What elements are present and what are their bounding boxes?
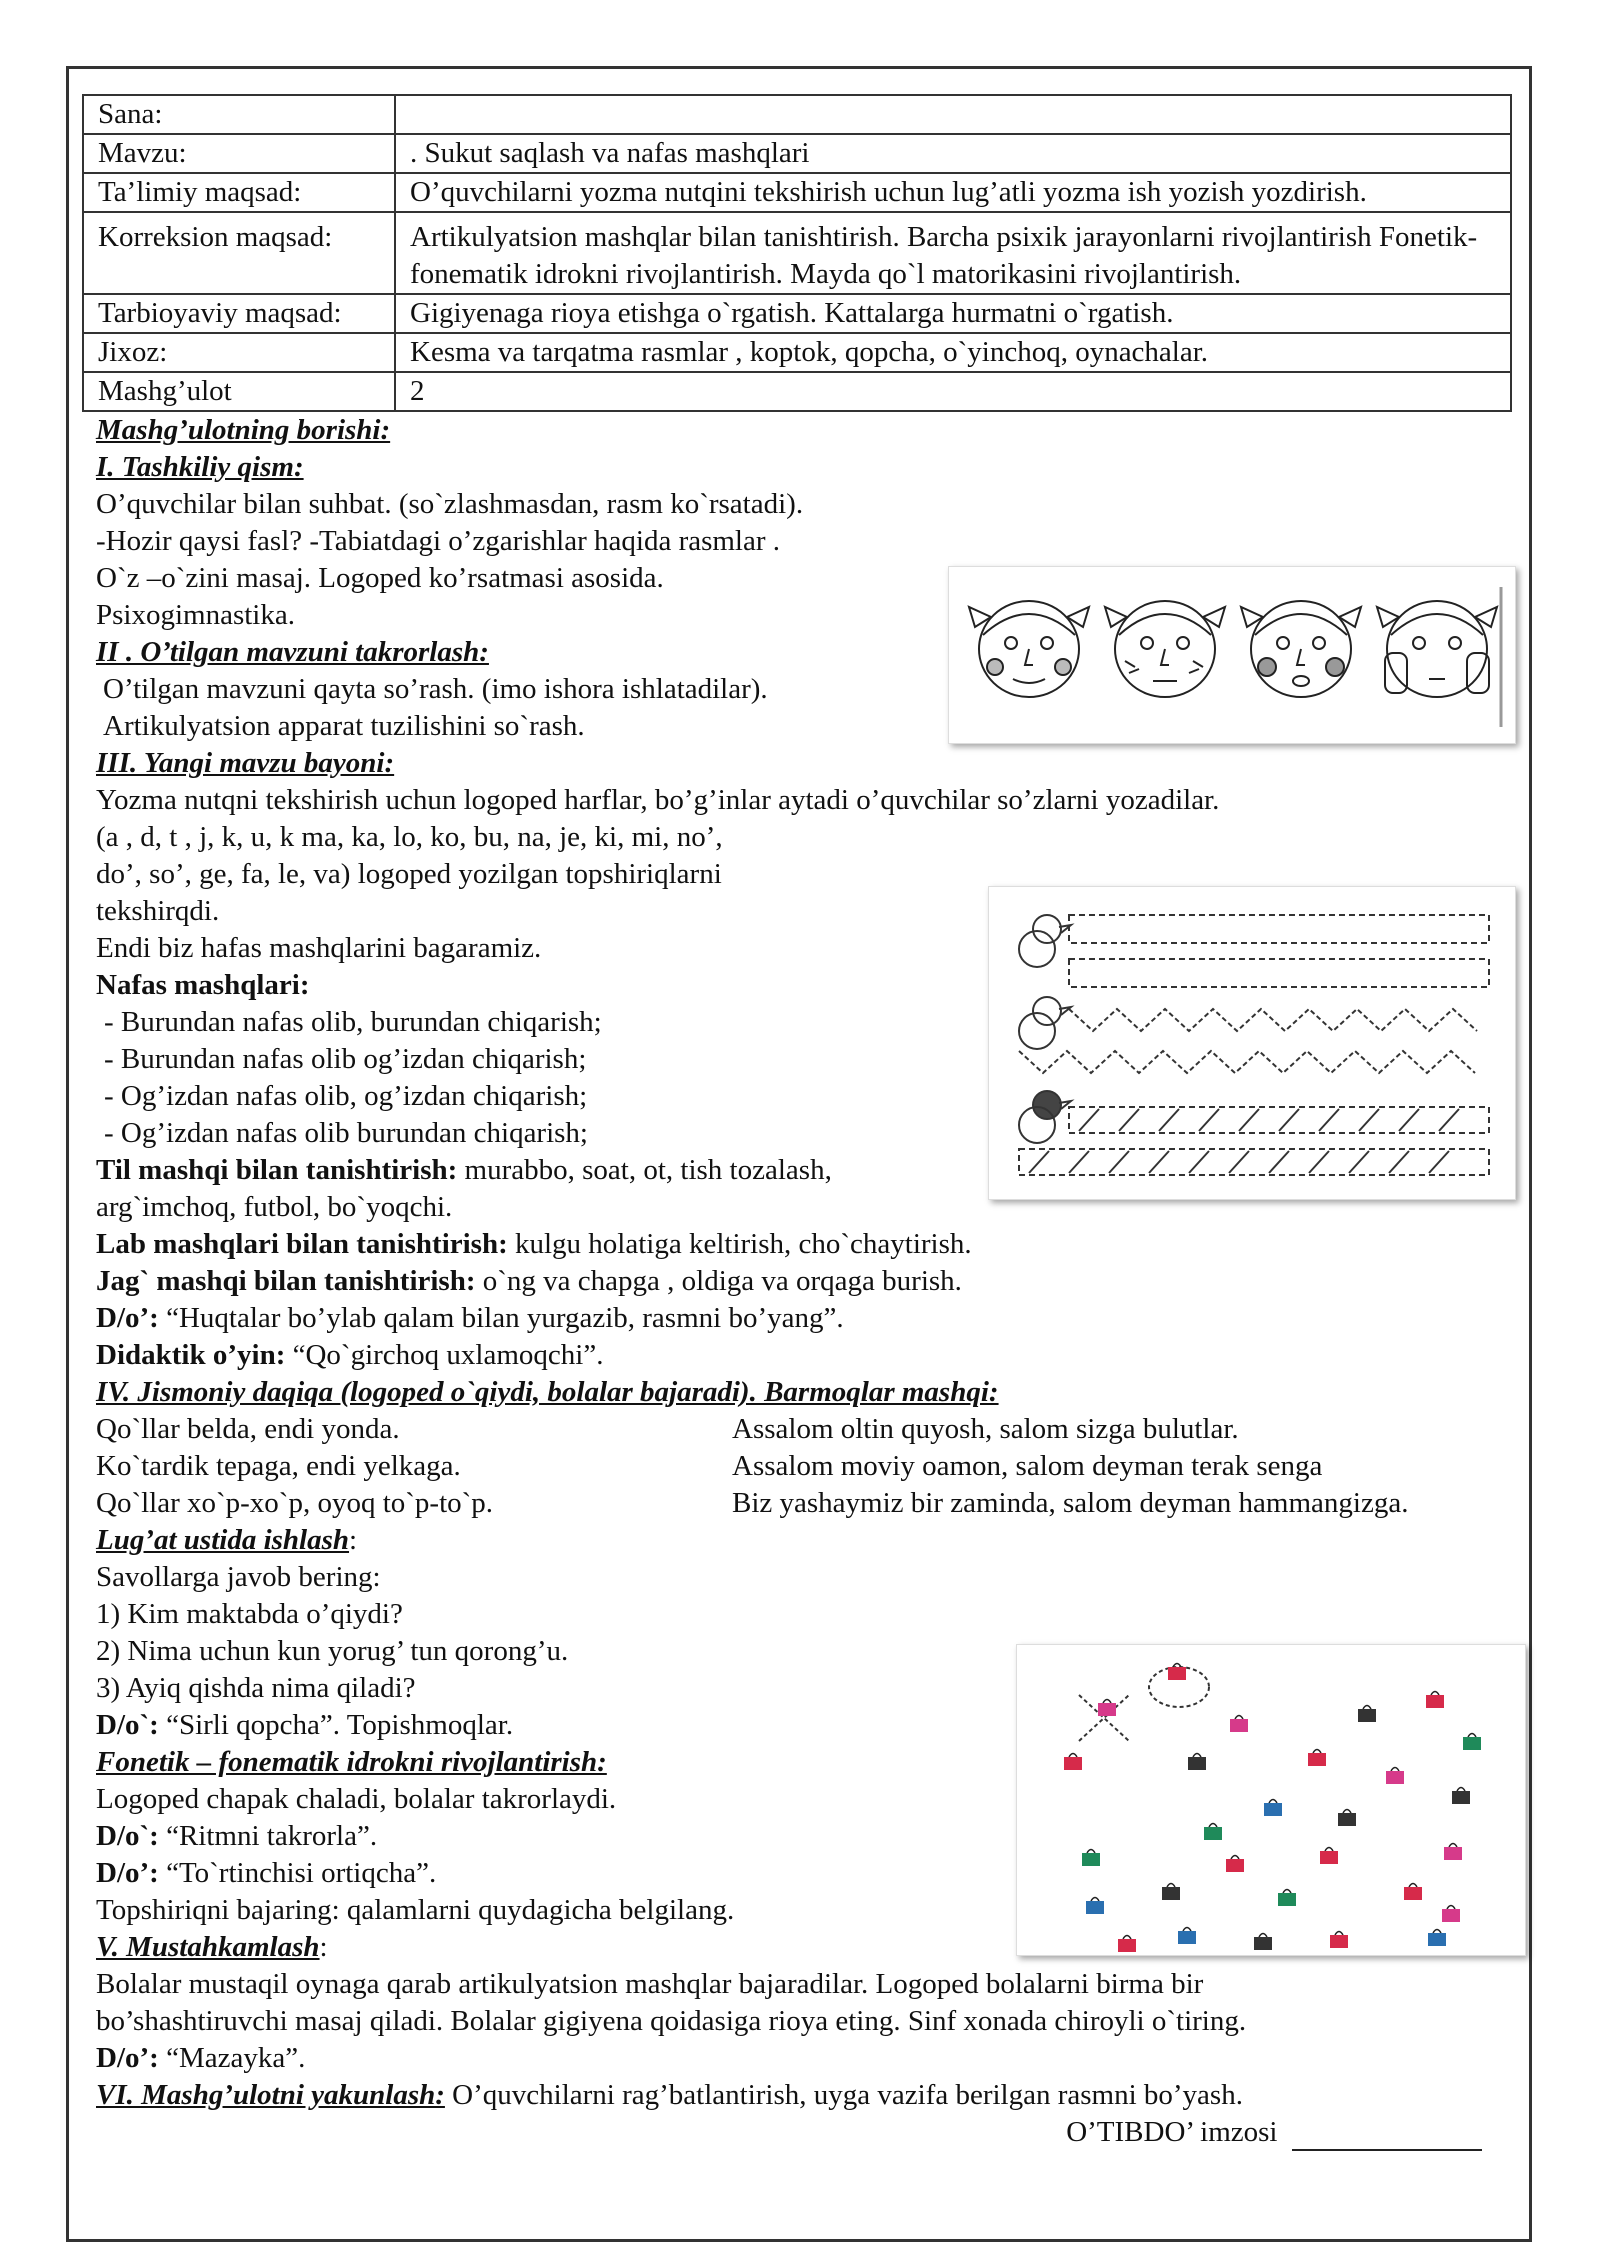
bag-icon — [1230, 1716, 1248, 1733]
colon: : — [349, 1524, 358, 1556]
bag-icon — [1162, 1884, 1180, 1901]
text-line: Logoped chapak chaladi, bolalar takrorlaydi. — [96, 1783, 617, 1815]
do-label: D/o’: — [96, 1857, 159, 1889]
bag-icon — [1386, 1768, 1404, 1785]
text-line: arg`imchoq, futbol, bo`yoqchi. — [96, 1191, 453, 1223]
bird-icon — [1019, 997, 1071, 1049]
didaktik-label: Didaktik o’yin: — [96, 1339, 286, 1371]
bag-icon — [1226, 1856, 1244, 1873]
info-value: . Sukut saqlash va nafas mashqlari — [395, 134, 1511, 173]
bag-icon — [1442, 1906, 1460, 1923]
do-label: D/o`: — [96, 1709, 159, 1741]
question-line: 2) Nima uchun kun yorug’ tun qorong’u. — [96, 1635, 569, 1667]
heading-section-3: III. Yangi mavzu bayoni: — [96, 747, 395, 779]
rhyme-line-left: Qo`llar belda, endi yonda. — [96, 1413, 400, 1445]
bag-icon — [1178, 1928, 1196, 1945]
bag-icon — [1428, 1930, 1446, 1947]
didaktik-text: “Qo`girchoq uxlamoqchi”. — [285, 1339, 604, 1371]
bag-icon — [1463, 1734, 1481, 1751]
bag-icon — [1118, 1936, 1136, 1953]
face-drawing — [1377, 601, 1497, 697]
tracing-worksheet-illustration — [988, 886, 1516, 1200]
bag-icon — [1082, 1850, 1100, 1867]
heading-section-2: II . O’tilgan mavzuni takrorlash: — [96, 636, 489, 668]
bag-icon — [1278, 1890, 1296, 1907]
heading-section-1: I. Tashkiliy qism: — [96, 451, 304, 483]
info-value — [395, 95, 1511, 134]
signature-blank — [1292, 2119, 1482, 2151]
face-drawing — [1105, 601, 1225, 697]
bag-icon — [1338, 1810, 1356, 1827]
til-text: murabbo, soat, ot, tish tozalash, — [457, 1154, 832, 1186]
info-row — [83, 333, 1511, 372]
colored-bags-illustration — [1016, 1644, 1526, 1956]
info-row — [83, 173, 1511, 212]
text-line: Artikulyatsion apparat tuzilishini so`rash. — [103, 710, 585, 742]
list-item: - Og’izdan nafas olib, og’izdan chiqarish; — [104, 1080, 588, 1112]
bag-icon — [1264, 1800, 1282, 1817]
rhyme-line-left: Qo`llar xo`p-xo`p, oyoq to`p-to`p. — [96, 1487, 494, 1519]
text-line: Psixogimnastika. — [96, 599, 295, 631]
bag-icon — [1204, 1824, 1222, 1841]
info-value: O’quvchilarni yozma nutqini tekshirish uchun lug’atli yozma ish yozish yozdirish. — [395, 173, 1511, 212]
text-line: Endi biz hafas mashqlarini bagaramiz. — [96, 932, 542, 964]
lab-text: kulgu holatiga keltirish, cho`chaytirish. — [507, 1228, 972, 1260]
text-line: -Hozir qaysi fasl? -Tabiatdagi o’zgarishlar haqida rasmlar . — [96, 525, 781, 557]
rhyme-line-right: Assalom moviy oamon, salom deyman terak senga — [732, 1450, 1323, 1482]
info-value: 2 — [395, 372, 1511, 411]
text-line: bo’shashtiruvchi masaj qiladi. Bolalar gigiyena qoidasiga rioya eting. Sinf xonada chiroyli o`tiring. — [96, 2005, 1247, 2037]
bag-icon — [1358, 1706, 1376, 1723]
heading-lugat: Lug’at ustida ishlash — [96, 1524, 350, 1556]
bag-icon — [1086, 1898, 1104, 1915]
list-item: - Burundan nafas olib og’izdan chiqarish; — [104, 1043, 587, 1075]
nafas-heading: Nafas mashqlari: — [96, 969, 310, 1001]
do-text: “Huqtalar bo’ylab qalam bilan yurgazib, rasmni bo’yang”. — [158, 1302, 844, 1334]
info-key: Sana: — [83, 95, 395, 134]
info-key: Jixoz: — [83, 333, 395, 372]
jag-text: o`ng va chapga , oldiga va orqaga burish. — [475, 1265, 962, 1297]
face-drawing — [969, 601, 1089, 697]
face-drawing — [1241, 601, 1361, 697]
bag-icon — [1168, 1664, 1186, 1681]
til-label: Til mashqi bilan tanishtirish: — [96, 1154, 458, 1186]
info-table — [82, 94, 1512, 412]
info-row — [83, 212, 1511, 294]
rhyme-line-right: Assalom oltin quyosh, salom sizga bulutlar. — [732, 1413, 1239, 1445]
bag-icon — [1426, 1692, 1444, 1709]
info-key: Ta’limiy maqsad: — [83, 173, 395, 212]
do-text: “Sirli qopcha”. Topishmoqlar. — [158, 1709, 514, 1741]
bird-icon — [1019, 1091, 1071, 1143]
bag-icon — [1452, 1788, 1470, 1805]
text-line: Bolalar mustaqil oynaga qarab artikulyatsion mashqlar bajaradilar. Logoped bolalarni birma bir — [96, 1968, 1204, 2000]
text-line: do’, so’, ge, fa, le, va) logoped yozilgan topshiriqlarni — [96, 858, 722, 890]
signature-label: O’TIBDO’ imzosi — [1066, 2116, 1278, 2148]
bag-icon — [1320, 1848, 1338, 1865]
do-label: D/o’: — [96, 2042, 159, 2074]
bird-icon — [1019, 915, 1071, 967]
text-line: O’tilgan mavzuni qayta so’rash. (imo ishora ishlatadilar). — [103, 673, 768, 705]
do-label: D/o’: — [96, 1302, 159, 1334]
do-text: “To`rtinchisi ortiqcha”. — [158, 1857, 437, 1889]
text-line: Topshiriqni bajaring: qalamlarni quydagicha belgilang. — [96, 1894, 735, 1926]
text-line: O’quvchilar bilan suhbat. (so`zlashmasdan, rasm ko`rsatadi). — [96, 488, 804, 520]
do-text: “Mazayka”. — [158, 2042, 306, 2074]
text-line: O`z –o`zini masaj. Logoped ko’rsatmasi asosida. — [96, 562, 664, 594]
bag-icon — [1404, 1884, 1422, 1901]
text-line: (a , d, t , j, k, u, k ma, ka, lo, ko, bu, na, je, ki, mi, no’, — [96, 821, 723, 853]
exercise-columns — [96, 1411, 1528, 1522]
heading-main: Mashg’ulotning borishi: — [96, 414, 391, 446]
do-text: “Ritmni takrorla”. — [158, 1820, 378, 1852]
heading-section-5: V. Mustahkamlash — [96, 1931, 320, 1963]
info-key: Korreksion maqsad: — [83, 212, 395, 294]
question-line: 3) Ayiq qishda nima qiladi? — [96, 1672, 416, 1704]
info-row — [83, 134, 1511, 173]
do-label: D/o`: — [96, 1820, 159, 1852]
info-value: Artikulyatsion mashqlar bilan tanishtirish. Barcha psixik jarayonlarni rivojlantirish Fonetik-fonematik idrokni rivojlantirish. Mayda qo`l matorikasini rivojlantirish. — [395, 212, 1511, 294]
list-item: - Og’izdan nafas olib burundan chiqarish; — [104, 1117, 588, 1149]
text-line: tekshirqdi. — [96, 895, 220, 927]
info-key: Tarbioyaviy maqsad: — [83, 294, 395, 333]
closing-text: O’quvchilarni rag’batlantirish, uyga vazifa berilgan rasmni bo’yash. — [444, 2079, 1243, 2111]
info-value: Gigiyenaga rioya etishga o`rgatish. Kattalarga hurmatni o`rgatish. — [395, 294, 1511, 333]
bag-icon — [1254, 1934, 1272, 1951]
faces-illustration — [948, 566, 1516, 744]
signature-area — [1066, 2114, 1482, 2151]
heading-section-6: VI. Mashg’ulotni yakunlash: — [96, 2079, 445, 2111]
heading-section-4: IV. Jismoniy daqiqa (logoped o`qiydi, bolalar bajaradi). Barmoqlar mashqi: — [96, 1376, 999, 1408]
bag-icon — [1098, 1700, 1116, 1717]
info-row — [83, 372, 1511, 411]
info-key: Mashg’ulot — [83, 372, 395, 411]
bag-icon — [1064, 1754, 1082, 1771]
jag-label: Jag` mashqi bilan tanishtirish: — [96, 1265, 476, 1297]
info-row — [83, 294, 1511, 333]
lab-label: Lab mashqlari bilan tanishtirish: — [96, 1228, 508, 1260]
info-key: Mavzu: — [83, 134, 395, 173]
info-row — [83, 95, 1511, 134]
info-value: Kesma va tarqatma rasmlar , koptok, qopcha, o`yinchoq, oynachalar. — [395, 333, 1511, 372]
heading-fonetik: Fonetik – fonematik idrokni rivojlantirish: — [96, 1746, 607, 1778]
colon: : — [319, 1931, 328, 1963]
bag-icon — [1188, 1754, 1206, 1771]
question-line: 1) Kim maktabda o’qiydi? — [96, 1598, 403, 1630]
rhyme-line-left: Ko`tardik tepaga, endi yelkaga. — [96, 1450, 461, 1482]
bag-icon — [1444, 1844, 1462, 1861]
rhyme-line-right: Biz yashaymiz bir zaminda, salom deyman hammangizga. — [732, 1487, 1409, 1519]
list-item: - Burundan nafas olib, burundan chiqarish; — [104, 1006, 602, 1038]
bag-icon — [1330, 1932, 1348, 1949]
text-line: Yozma nutqni tekshirish uchun logoped harflar, bo’g’inlar aytadi o’quvchilar so’zlarni yozadilar. — [96, 784, 1220, 816]
text-line: Savollarga javob bering: — [96, 1561, 381, 1593]
bag-icon — [1308, 1750, 1326, 1767]
